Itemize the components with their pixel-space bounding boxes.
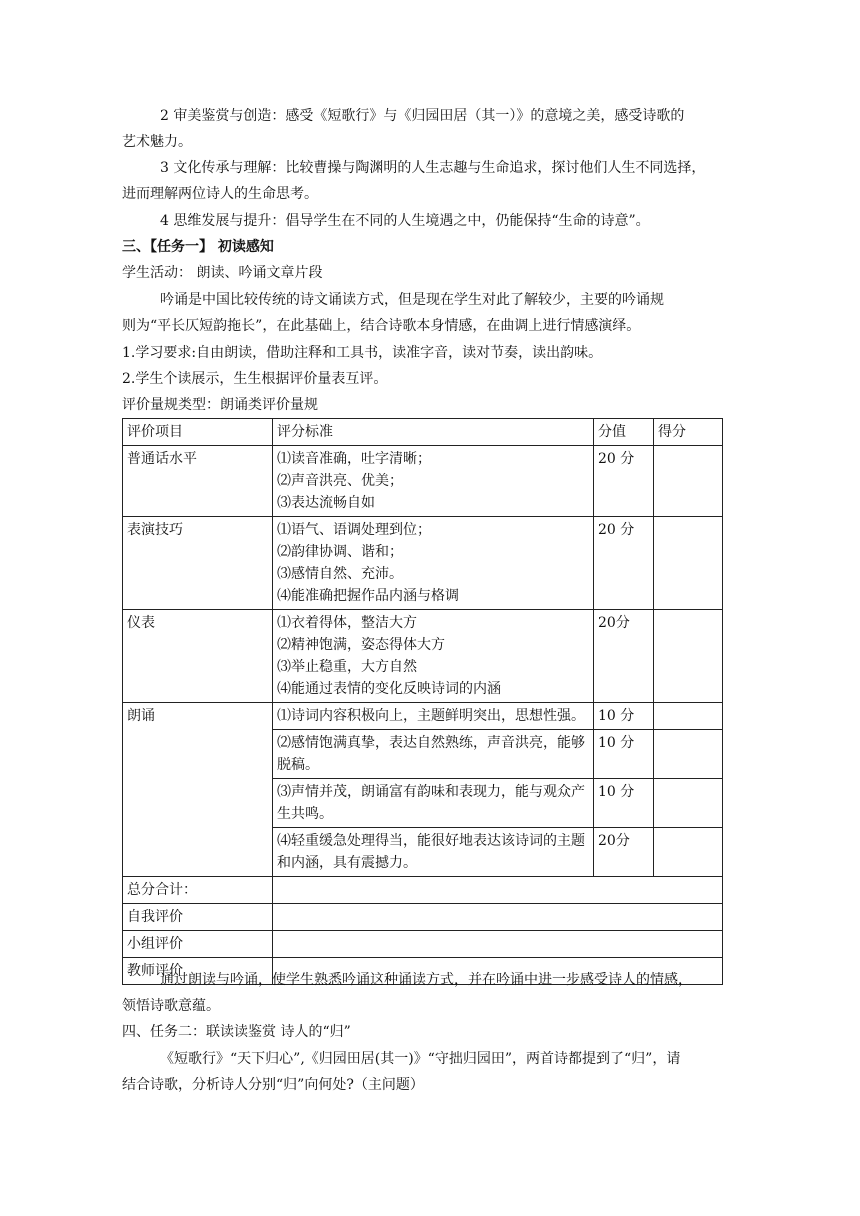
criterion: ⑶表达流畅自如 bbox=[277, 495, 375, 511]
summary-line-1: 通过朗读与吟诵，使学生熟悉吟诵这种诵读方式，并在吟诵中进一步感受诗人的情感， bbox=[160, 972, 692, 988]
recitation-rubric-table bbox=[122, 418, 723, 985]
criterion: ⑵韵律协调、谐和； bbox=[277, 544, 403, 560]
criterion: ⑵精神饱满，姿态得体大方 bbox=[277, 637, 445, 653]
task-2-question-line-2: 结合诗歌，分析诗人分别“归”向何处?（主问题） bbox=[122, 1077, 424, 1093]
criterion: ⑷能准确把握作品内涵与格调 bbox=[277, 588, 459, 604]
self-evaluation-cell bbox=[273, 904, 723, 931]
task-1-intro-line-1: 吟诵是中国比较传统的诗文诵读方式，但是现在学生对此了解较少，主要的吟诵规 bbox=[160, 292, 664, 308]
objective-4: 4 思维发展与提升：倡导学生在不同的人生境遇之中，仍能保持“生命的诗意”。 bbox=[160, 213, 650, 229]
teacher-evaluation-label: 教师评价 bbox=[123, 958, 273, 985]
group-evaluation-row bbox=[123, 931, 723, 958]
score-value: 20 分 bbox=[594, 517, 654, 610]
score-value: 10 分 bbox=[594, 730, 654, 779]
criteria-cell bbox=[273, 517, 594, 610]
criteria-cell: ⑷轻重缓急处理得当，能很好地表达该诗词的主题和内涵，具有震撼力。 bbox=[273, 828, 594, 877]
earned-cell bbox=[654, 703, 723, 730]
score-value: 20 分 bbox=[594, 446, 654, 517]
objective-2-line-1: 2 审美鉴赏与创造：感受《短歌行》与《归园田居（其一）》的意境之美，感受诗歌的 bbox=[160, 108, 685, 124]
header-score: 分值 bbox=[594, 419, 654, 446]
rubric-type-label: 评价量规类型：朗诵类评价量规 bbox=[122, 397, 318, 413]
score-value: 10 分 bbox=[594, 779, 654, 828]
earned-cell bbox=[654, 610, 723, 703]
criterion: ⑶感情自然、充沛。 bbox=[277, 566, 403, 582]
criterion: ⑷能通过表情的变化反映诗词的内涵 bbox=[277, 681, 501, 697]
task-1-intro-line-2: 则为“平长仄短韵拖长”，在此基础上，结合诗歌本身情感，在曲调上进行情感演绎。 bbox=[122, 318, 641, 334]
total-score-row bbox=[123, 877, 723, 904]
header-criteria: 评分标准 bbox=[273, 419, 594, 446]
score-value: 20分 bbox=[594, 828, 654, 877]
criterion: ⑵声音洪亮、优美； bbox=[277, 473, 403, 489]
criterion: ⑴语气、语调处理到位； bbox=[277, 522, 431, 538]
earned-cell bbox=[654, 446, 723, 517]
table-header-row bbox=[123, 419, 723, 446]
item-name: 普通话水平 bbox=[123, 446, 273, 517]
score-value: 20分 bbox=[594, 610, 654, 703]
score-value: 10 分 bbox=[594, 703, 654, 730]
self-evaluation-label: 自我评价 bbox=[123, 904, 273, 931]
criteria-cell: ⑴诗词内容积极向上，主题鲜明突出，思想性强。 bbox=[273, 703, 594, 730]
task-2-question-line-1: 《短歌行》“天下归心”,《归园田居(其一)》“守拙归园田”，两首诗都提到了“归”，请 bbox=[160, 1051, 681, 1067]
table-row bbox=[123, 517, 723, 610]
criteria-cell bbox=[273, 610, 594, 703]
objective-3-line-2: 进而理解两位诗人的生命思考。 bbox=[122, 186, 318, 202]
objective-3-line-1: 3 文化传承与理解：比较曹操与陶渊明的人生志趣与生命追求，探讨他们人生不同选择， bbox=[160, 160, 706, 176]
student-activity: 学生活动： 朗读、吟诵文章片段 bbox=[122, 265, 323, 281]
task-1-heading: 三、【任务一】 初读感知 bbox=[122, 239, 274, 255]
item-name: 朗诵 bbox=[123, 703, 273, 877]
earned-cell bbox=[654, 779, 723, 828]
earned-cell bbox=[654, 828, 723, 877]
total-score-cell bbox=[273, 877, 723, 904]
peer-evaluation-note: 2.学生个读展示，生生根据评价量表互评。 bbox=[122, 371, 388, 387]
earned-cell bbox=[654, 517, 723, 610]
table-row bbox=[123, 610, 723, 703]
item-name: 表演技巧 bbox=[123, 517, 273, 610]
criterion: ⑴读音准确，吐字清晰； bbox=[277, 451, 431, 467]
table-row bbox=[123, 446, 723, 517]
criteria-cell: ⑵感情饱满真挚，表达自然熟练，声音洪亮，能够脱稿。 bbox=[273, 730, 594, 779]
objective-2-line-2: 艺术魅力。 bbox=[122, 134, 192, 150]
table-row bbox=[123, 703, 723, 730]
summary-line-2: 领悟诗歌意蕴。 bbox=[122, 998, 220, 1014]
header-item: 评价项目 bbox=[123, 419, 273, 446]
earned-cell bbox=[654, 730, 723, 779]
total-score-label: 总分合计： bbox=[123, 877, 273, 904]
criteria-cell bbox=[273, 446, 594, 517]
criterion: ⑶举止稳重，大方自然 bbox=[277, 659, 417, 675]
group-evaluation-label: 小组评价 bbox=[123, 931, 273, 958]
group-evaluation-cell bbox=[273, 931, 723, 958]
self-evaluation-row bbox=[123, 904, 723, 931]
task-2-heading: 四、任务二：联读读鉴赏 诗人的“归” bbox=[122, 1024, 351, 1040]
item-name: 仪表 bbox=[123, 610, 273, 703]
criteria-cell: ⑶声情并茂，朗诵富有韵味和表现力，能与观众产生共鸣。 bbox=[273, 779, 594, 828]
learning-requirement: 1.学习要求:自由朗读，借助注释和工具书，读准字音，读对节奏，读出韵味。 bbox=[122, 345, 603, 361]
header-points-earned: 得分 bbox=[654, 419, 723, 446]
criterion: ⑴衣着得体，整洁大方 bbox=[277, 615, 417, 631]
